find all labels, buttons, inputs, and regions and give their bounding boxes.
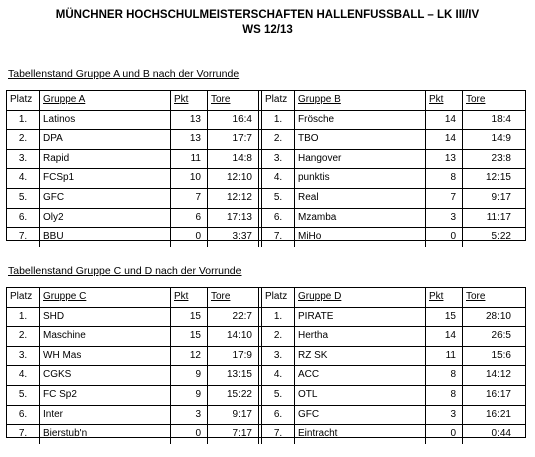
section-heading-c-d: Tabellenstand Gruppe C und D nach der Vorrunde [8,265,242,277]
cell-platz: 3. [7,150,40,169]
cell-team: GFC [40,189,171,208]
cell-platz: 2. [262,130,295,149]
cell-team: Bierstub'n [40,425,171,444]
cell-platz: 7. [7,228,40,247]
cell-team: PIRATE [295,308,426,327]
table-row [7,385,525,405]
cell-platz: 4. [7,169,40,188]
cell-pkt: 14 [426,130,463,149]
cell-tore: 12:10 [208,169,262,188]
cell-tore: 16:4 [208,111,262,130]
cell-platz: 5. [7,386,40,405]
cell-pkt: 3 [171,406,208,425]
cell-platz: 4. [262,366,295,385]
cell-tore: 26:5 [491,330,511,342]
cell-team: Rapid [40,150,171,169]
cell-pkt: 8 [426,386,463,405]
cell-platz: 3. [262,347,295,366]
table-row [7,405,525,425]
cell-platz: 6. [7,406,40,425]
cell-platz: 5. [262,189,295,208]
header-team: Gruppe D [295,288,426,307]
table-row [7,424,525,444]
cell-team: Frösche [295,111,426,130]
cell-team: RZ SK [295,347,426,366]
cell-pkt: 10 [171,169,208,188]
cell-platz: 1. [7,308,40,327]
cell-team: TBO [295,130,426,149]
cell-pkt: 0 [426,425,463,444]
cell-tore: 16:21 [485,408,511,420]
header-platz: Platz [262,288,295,307]
cell-platz: 5. [262,386,295,405]
cell-pkt: 9 [171,386,208,405]
cell-pkt: 15 [171,308,208,327]
table-row [7,168,525,188]
table-header-row [7,91,525,110]
cell-tore: 12:12 [208,189,262,208]
standings-table-c-d [6,287,526,438]
table-row [7,307,525,327]
table-row [7,227,525,247]
cell-tore: 13:15 [208,366,262,385]
cell-platz: 1. [7,111,40,130]
cell-tore: 17:13 [208,209,262,228]
cell-platz: 2. [7,327,40,346]
cell-pkt: 8 [426,169,463,188]
cell-tore: 14:8 [208,150,262,169]
cell-pkt: 9 [171,366,208,385]
header-pkt: Pkt [171,91,208,110]
cell-pkt: 0 [426,228,463,247]
cell-pkt: 14 [426,111,463,130]
cell-tore: 17:9 [208,347,262,366]
cell-tore: 7:17 [208,425,262,444]
cell-platz: 2. [7,130,40,149]
cell-platz: 6. [7,209,40,228]
cell-pkt: 15 [171,327,208,346]
cell-tore: 14:12 [485,369,511,381]
cell-tore: 12:15 [485,172,511,184]
cell-pkt: 3 [426,406,463,425]
document-subtitle: WS 12/13 [242,24,293,36]
cell-pkt: 14 [426,327,463,346]
cell-tore: 16:17 [485,388,511,400]
cell-pkt: 15 [426,308,463,327]
header-platz: Platz [262,91,295,110]
cell-platz: 1. [262,111,295,130]
cell-team: BBU [40,228,171,247]
table-row [7,149,525,169]
cell-tore: 14:9 [491,133,511,145]
header-pkt: Pkt [426,288,463,307]
cell-team: FCSp1 [40,169,171,188]
cell-team: Hangover [295,150,426,169]
cell-platz: 5. [7,189,40,208]
cell-tore: 9:17 [208,406,262,425]
document-title: MÜNCHNER HOCHSCHULMEISTERSCHAFTEN HALLENFUSSBALL – LK III/IV [55,9,480,21]
cell-tore: 0:44 [491,428,511,440]
cell-tore: 22:7 [208,308,262,327]
table-row [7,188,525,208]
cell-platz: 3. [7,347,40,366]
cell-team: Mzamba [295,209,426,228]
cell-tore: 11:17 [486,211,511,223]
header-tore: Tore [466,291,486,302]
cell-pkt: 8 [426,366,463,385]
table-row [7,346,525,366]
cell-tore: 15:6 [491,349,511,361]
cell-pkt: 11 [171,150,208,169]
cell-team: MiHo [295,228,426,247]
cell-tore: 14:10 [208,327,262,346]
cell-pkt: 13 [171,111,208,130]
cell-team: SHD [40,308,171,327]
cell-platz: 4. [262,169,295,188]
cell-team: Oly2 [40,209,171,228]
cell-team: OTL [295,386,426,405]
cell-team: Real [295,189,426,208]
cell-team: Eintracht [295,425,426,444]
cell-team: CGKS [40,366,171,385]
cell-pkt: 3 [426,209,463,228]
table-header-row [7,288,525,307]
cell-tore: 3:37 [208,228,262,247]
header-platz: Platz [7,91,40,110]
table-row [7,110,525,130]
cell-platz: 1. [262,308,295,327]
cell-team: Hertha [295,327,426,346]
header-tore: Tore [466,94,486,105]
header-pkt: Pkt [171,288,208,307]
cell-team: DPA [40,130,171,149]
cell-team: Maschine [40,327,171,346]
standings-table-a-b [6,90,526,241]
cell-team: GFC [295,406,426,425]
cell-pkt: 11 [426,347,463,366]
header-tore: Tore [208,288,262,307]
cell-platz: 7. [262,425,295,444]
cell-tore: 28:10 [485,310,511,322]
table-row [7,365,525,385]
cell-pkt: 13 [426,150,463,169]
cell-pkt: 7 [426,189,463,208]
cell-pkt: 0 [171,425,208,444]
cell-platz: 7. [7,425,40,444]
cell-pkt: 13 [171,130,208,149]
cell-team: Latinos [40,111,171,130]
table-row [7,326,525,346]
cell-tore: 9:17 [491,191,511,203]
cell-platz: 6. [262,406,295,425]
section-heading-a-b: Tabellenstand Gruppe A und B nach der Vorrunde [8,68,240,80]
header-team: Gruppe C [40,288,171,307]
cell-team: FC Sp2 [40,386,171,405]
cell-team: WH Mas [40,347,171,366]
header-tore: Tore [208,91,262,110]
cell-platz: 3. [262,150,295,169]
table-row [7,208,525,228]
header-pkt: Pkt [426,91,463,110]
cell-tore: 17:7 [208,130,262,149]
table-row [7,129,525,149]
cell-tore: 15:22 [208,386,262,405]
cell-team: ACC [295,366,426,385]
header-team: Gruppe A [40,91,171,110]
cell-platz: 7. [262,228,295,247]
cell-platz: 6. [262,209,295,228]
cell-team: punktis [295,169,426,188]
cell-tore: 23:8 [491,152,511,164]
cell-pkt: 12 [171,347,208,366]
cell-tore: 18:4 [491,113,511,125]
header-platz: Platz [7,288,40,307]
cell-pkt: 0 [171,228,208,247]
header-team: Gruppe B [295,91,426,110]
cell-pkt: 6 [171,209,208,228]
cell-pkt: 7 [171,189,208,208]
cell-team: Inter [40,406,171,425]
cell-platz: 2. [262,327,295,346]
cell-platz: 4. [7,366,40,385]
cell-tore: 5:22 [491,231,511,243]
